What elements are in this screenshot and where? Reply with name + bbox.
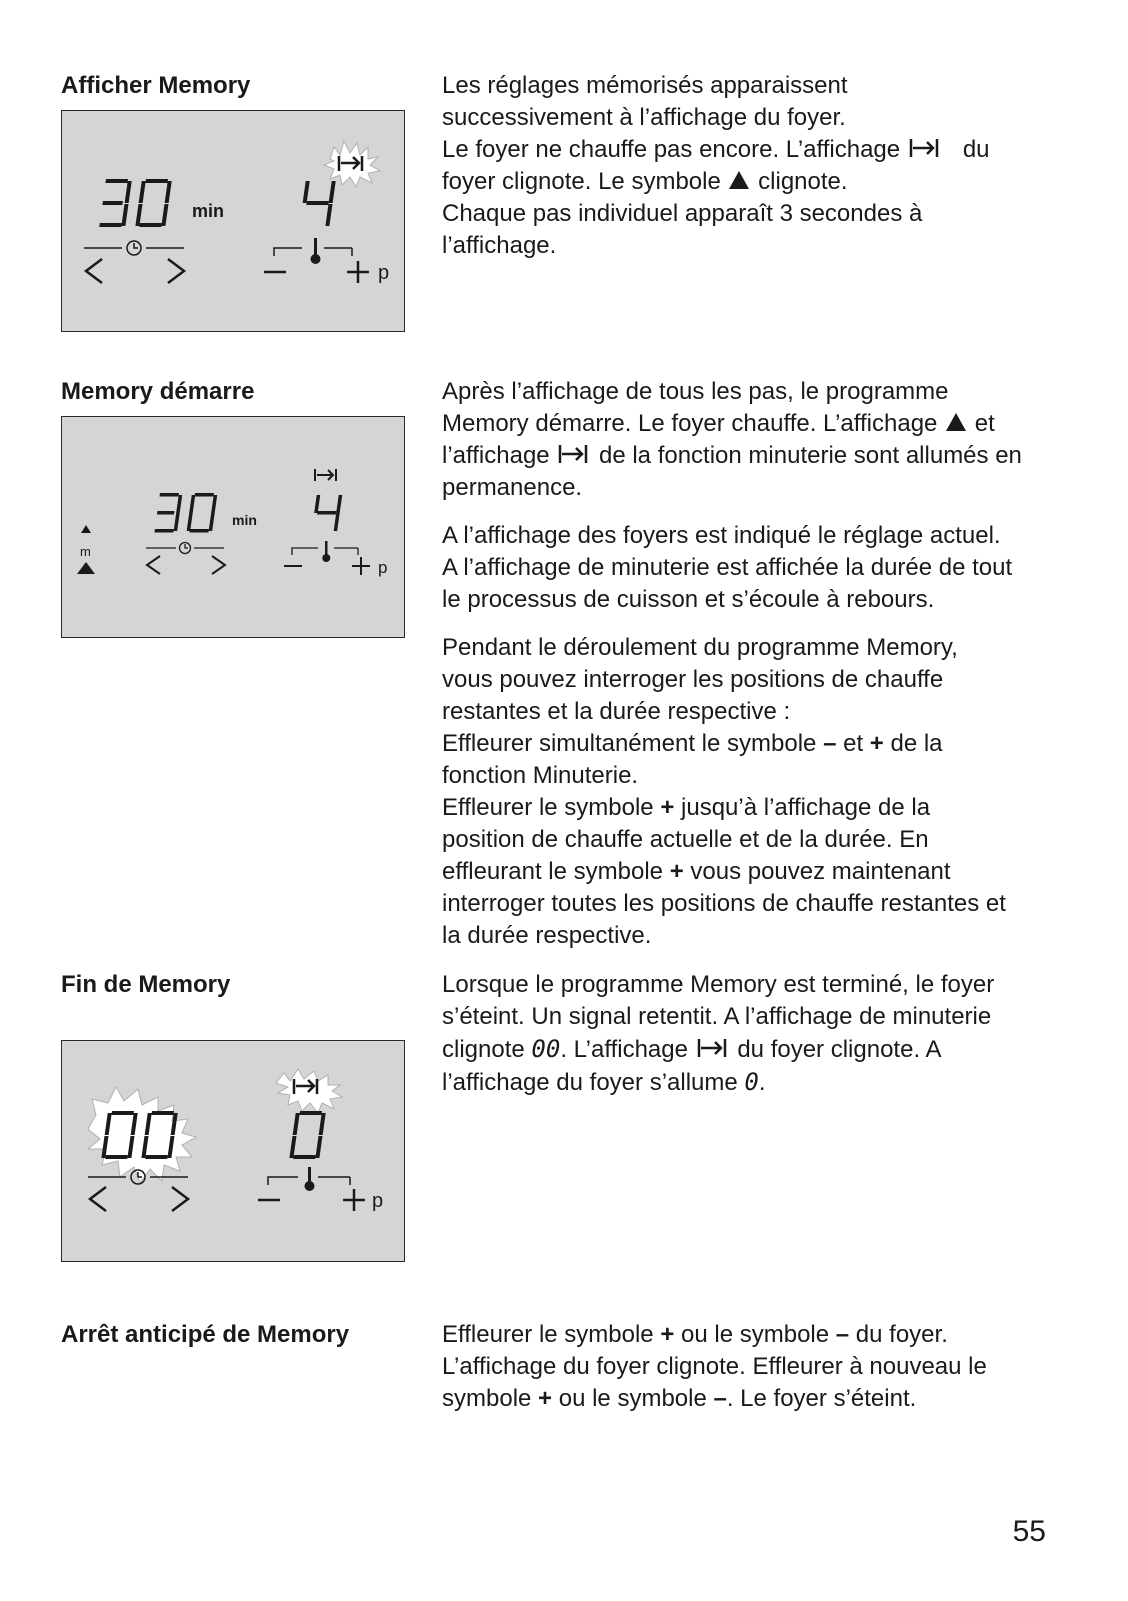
memory-button-icon xyxy=(77,562,95,574)
heading-arret-anticipe: Arrêt anticipé de Memory xyxy=(61,1321,350,1348)
memory-triangle-icon xyxy=(946,413,966,431)
timer-digit-0 xyxy=(186,493,217,533)
level-digit-4 xyxy=(312,495,343,531)
level-readout-inline: 0 xyxy=(744,1068,759,1096)
timer-end-icon xyxy=(556,443,592,465)
timer-controls xyxy=(146,543,224,554)
timer-end-icon xyxy=(315,469,336,481)
flash-burst-icon xyxy=(88,1087,196,1183)
timer-increase-button xyxy=(212,556,225,574)
timer-controls xyxy=(84,241,184,255)
timer-digit-3 xyxy=(99,179,132,227)
heading-afficher-memory: Afficher Memory xyxy=(61,72,251,99)
timer-decrease-button xyxy=(147,556,160,574)
power-boost-label: p xyxy=(378,262,390,284)
memory-triangle-icon xyxy=(81,525,91,533)
text-afficher-memory: Les réglages mémorisés apparaissent successivement à l’affichage du foyer. Le foyer ne chauffe pas encore. L’affichage du foyer clignote. Le symbole clignote. Chaque pas individuel apparaît 3 secondes à l’affichage. xyxy=(442,72,990,259)
timer-decrease-button xyxy=(86,259,102,283)
timer-unit: min xyxy=(232,512,257,528)
power-boost-label: p xyxy=(378,558,388,577)
timer-controls xyxy=(88,1170,188,1184)
memory-label: m xyxy=(80,544,91,559)
display-panel-demarre xyxy=(61,416,405,638)
level-digit-4 xyxy=(299,181,335,226)
text-fin-de-memory: Lorsque le programme Memory est terminé, le foyer s’éteint. Un signal retentit. A l’affichage de minuterie clignote 00. L’affichage du foyer clignote. A l’affichage du foyer s’allume 0. xyxy=(442,971,995,1096)
text-memory-demarre: Après l’affichage de tous les pas, le programme Memory démarre. Le foyer chauffe. L’affichage et l’affichage de la fonction minuterie sont allumés en permanence. A l’affichage des foyers est indiqué le réglage actuel. A l’affichage de minuterie est affichée la durée de tout le processus de cuisson et s’écoule à rebours. Pendant le déroulement du programme Memory, vous pouvez interroger les positions de chauffe restantes et la durée respective : Effleurer simultanément le symbole – et + de la fonction Minuterie. Effleurer le symbole + jusqu’à l’affichage de la position de chauffe actuelle et de la durée. En effleurant le symbole + vous pouvez maintenant interroger toutes les positions de chauffe restantes et la durée respective. xyxy=(442,378,1022,949)
level-digit-0 xyxy=(289,1111,326,1159)
text-arret-anticipe: Effleurer le symbole + ou le symbole – du foyer. L’affichage du foyer clignote. Effleurer à nouveau le symbole + ou le symbole –. Le foyer s’éteint. xyxy=(442,1321,987,1412)
thermometer-icon xyxy=(305,1167,315,1191)
display-panel-afficher xyxy=(61,110,405,332)
timer-unit: min xyxy=(192,201,225,221)
thermometer-icon xyxy=(322,541,330,562)
thermometer-icon xyxy=(311,238,321,264)
timer-readout-inline: 00 xyxy=(531,1035,561,1063)
timer-end-icon xyxy=(907,137,943,159)
timer-end-icon xyxy=(695,1037,731,1059)
timer-increase-button xyxy=(172,1187,188,1211)
display-panel-fin xyxy=(61,1040,405,1262)
page-number: 55 xyxy=(1012,1515,1046,1548)
heading-fin-de-memory: Fin de Memory xyxy=(61,971,231,998)
heading-memory-demarre: Memory démarre xyxy=(61,378,255,405)
timer-increase-button xyxy=(168,259,184,283)
timer-digit-0 xyxy=(135,179,172,227)
power-boost-label: p xyxy=(372,1190,384,1212)
timer-decrease-button xyxy=(90,1187,106,1211)
timer-digit-3 xyxy=(154,493,182,533)
memory-triangle-icon xyxy=(729,171,749,189)
